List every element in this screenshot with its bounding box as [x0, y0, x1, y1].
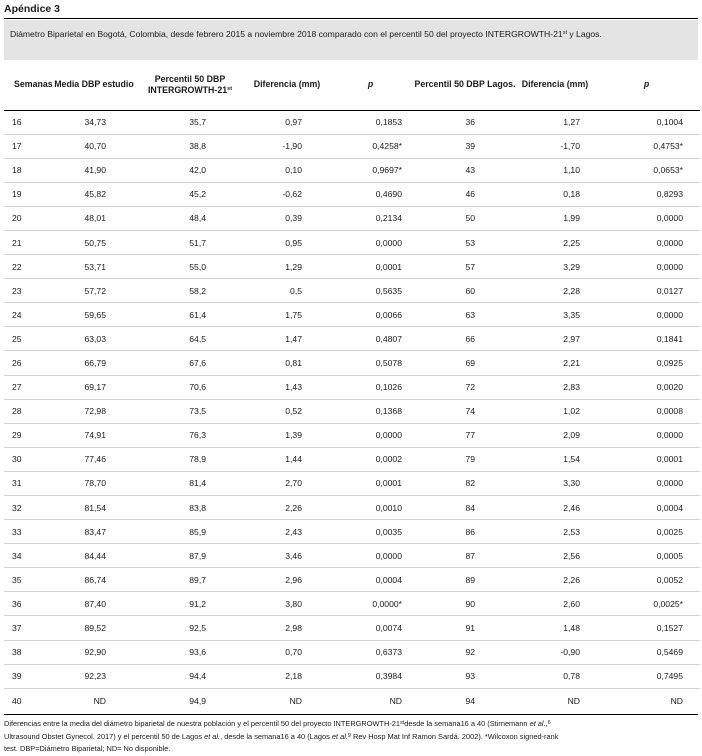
cell-percentil-lagos: 50 — [413, 206, 517, 230]
cell-percentil-intergrowth: 51,7 — [134, 230, 246, 254]
cell-p-value-1: 0,0066 — [328, 303, 413, 327]
cell-percentil-lagos: 94 — [465, 695, 475, 706]
cell-percentil-lagos: 74 — [413, 399, 517, 423]
table-row — [4, 375, 700, 399]
cell-percentil-intergrowth: 45,2 — [134, 182, 246, 206]
bottom-rule — [4, 714, 698, 715]
cell-media-dbp: 72,98 — [54, 399, 134, 423]
cell-p-value-1: 0,1853 — [328, 110, 413, 134]
cell-semana: 31 — [4, 471, 54, 495]
cell-p-value-1: 0,1026 — [328, 375, 413, 399]
cell-percentil-lagos: 87 — [413, 544, 517, 568]
cell-diferencia-1: 1,44 — [246, 447, 328, 471]
table-row — [4, 640, 700, 664]
cell-p-value-1: 0,4690 — [328, 182, 413, 206]
cell-p-value-2: 0,0025* — [593, 592, 700, 616]
cell-p-value-1: 0,0004 — [328, 568, 413, 592]
cell-p-value-2: 0,5469 — [593, 640, 700, 664]
cell-p-value-2: 0,8293 — [593, 182, 700, 206]
table-row — [4, 447, 700, 471]
cell-percentil-intergrowth: 35,7 — [134, 110, 246, 134]
cell-media-dbp: 59,65 — [54, 303, 134, 327]
cell-diferencia-1: 1,75 — [246, 303, 328, 327]
table-row — [4, 616, 700, 640]
cell-diferencia-2: 1,10 — [517, 158, 593, 182]
cell-percentil-lagos: 39 — [413, 134, 517, 158]
cell-semana: 25 — [4, 327, 54, 351]
cell-p-value-2: 0,0052 — [593, 568, 700, 592]
cell-diferencia-2: 1,99 — [517, 206, 593, 230]
footnote-text: Rev Hosp Mat Inf Ramon Sardá. 2002). *Wilcoxon signed-rank — [350, 731, 559, 741]
cell-semana: 27 — [4, 375, 54, 399]
cell-p-value-2: ND — [670, 695, 683, 706]
cell-p-value-2: 0,7495 — [593, 664, 700, 688]
cell-media-dbp: 63,03 — [54, 327, 134, 351]
cell-p-value-2: 0,4753* — [593, 134, 700, 158]
cell-percentil-intergrowth: 92,5 — [134, 616, 246, 640]
cell-diferencia-1: 1,47 — [246, 327, 328, 351]
cell-media-dbp: 34,73 — [54, 110, 134, 134]
cell-diferencia-2: 1,02 — [517, 399, 593, 423]
cell-semana: 35 — [4, 568, 54, 592]
cell-semana: 28 — [4, 399, 54, 423]
cell-media-dbp: 86,74 — [54, 568, 134, 592]
cell-diferencia-1: -0,62 — [246, 182, 328, 206]
cell-percentil-lagos: 72 — [413, 375, 517, 399]
cell-media-dbp: 81,54 — [54, 496, 134, 520]
table-row — [4, 230, 700, 254]
cell-percentil-lagos: 89 — [413, 568, 517, 592]
table-caption — [10, 28, 694, 41]
table-row — [4, 182, 700, 206]
cell-semana: 33 — [4, 520, 54, 544]
cell-semana: 19 — [4, 182, 54, 206]
cell-p-value-2: 0,0020 — [593, 375, 700, 399]
footnote-sup: st — [400, 720, 405, 726]
cell-p-value-1: 0,0000* — [328, 592, 413, 616]
header-row — [4, 60, 700, 110]
cell-diferencia-2: 2,28 — [517, 279, 593, 303]
cell-media-dbp: 83,47 — [54, 520, 134, 544]
cell-diferencia-2: 1,54 — [517, 447, 593, 471]
cell-percentil-lagos: 84 — [413, 496, 517, 520]
cell-media-dbp: 69,17 — [54, 375, 134, 399]
cell-p-value-2: 0,1004 — [593, 110, 700, 134]
cell-p-value-2: 0,0653* — [593, 158, 700, 182]
cell-diferencia-1: ND — [289, 695, 302, 706]
cell-diferencia-1: 1,39 — [246, 423, 328, 447]
cell-diferencia-1: 0,10 — [246, 158, 328, 182]
cell-media-dbp: 92,23 — [54, 664, 134, 688]
cell-percentil-lagos: 66 — [413, 327, 517, 351]
cell-p-value-1: 0,1368 — [328, 399, 413, 423]
cell-semana: 22 — [4, 255, 54, 279]
cell-media-dbp: 77,46 — [54, 447, 134, 471]
cell-p-value-1: 0,4258* — [328, 134, 413, 158]
cell-media-dbp: ND — [93, 695, 106, 706]
table-row — [4, 399, 700, 423]
cell-semana: 17 — [4, 134, 54, 158]
table-row — [4, 592, 700, 616]
footnote-text: test. DBP=Diámetro Biparietal; ND= No disponible. — [4, 744, 171, 753]
cell-percentil-intergrowth: 81,4 — [134, 471, 246, 495]
cell-percentil-lagos: 36 — [413, 110, 517, 134]
cell-percentil-intergrowth: 73,5 — [134, 399, 246, 423]
cell-percentil-intergrowth: 93,6 — [134, 640, 246, 664]
header-percentil-line2: INTERGROWTH-21 — [147, 84, 228, 95]
cell-media-dbp: 89,52 — [54, 616, 134, 640]
header-p-2: p — [593, 60, 700, 110]
cell-diferencia-2: 2,56 — [517, 544, 593, 568]
table-row — [4, 158, 700, 182]
cell-p-value-1: 0,4807 — [328, 327, 413, 351]
cell-media-dbp: 45,82 — [54, 182, 134, 206]
cell-semana: 21 — [4, 230, 54, 254]
footnote-text: Diferencias entre la media del diámetro biparietal de nuestra población y el percentil 50 del proyecto INTERGROWTH-21 — [4, 719, 400, 728]
cell-percentil-lagos: 79 — [413, 447, 517, 471]
table-row — [4, 496, 700, 520]
caption-box — [4, 20, 698, 60]
table-row — [4, 279, 700, 303]
cell-percentil-intergrowth: 83,8 — [134, 496, 246, 520]
caption-superscript: st — [562, 30, 567, 36]
cell-p-value-1: 0,0000 — [328, 544, 413, 568]
cell-p-value-2: 0,0000 — [593, 206, 700, 230]
footnote-text: desde la semana16 a 40 (Stirnemann — [404, 719, 530, 728]
footnote-etal: et al., — [529, 719, 548, 728]
cell-p-value-1: 0,0000 — [328, 230, 413, 254]
cell-semana: 18 — [4, 158, 54, 182]
table-row — [4, 688, 700, 712]
data-table — [4, 60, 700, 712]
cell-media-dbp: 53,71 — [54, 255, 134, 279]
cell-diferencia-1: 0,52 — [246, 399, 328, 423]
cell-percentil-intergrowth: 61,4 — [134, 303, 246, 327]
cell-p-value-1: 0,5635 — [328, 279, 413, 303]
cell-p-value-1: 0,9697* — [328, 158, 413, 182]
cell-semana: 39 — [4, 664, 54, 688]
header-p-1: p — [328, 60, 413, 110]
cell-p-value-1: 0,5078 — [328, 351, 413, 375]
cell-percentil-lagos: 46 — [413, 182, 517, 206]
table-row — [4, 471, 700, 495]
table-row — [4, 303, 700, 327]
cell-percentil-intergrowth: 94,4 — [134, 664, 246, 688]
table-row — [4, 255, 700, 279]
cell-diferencia-2: 0,78 — [517, 664, 593, 688]
cell-diferencia-2: 2,46 — [517, 496, 593, 520]
cell-percentil-intergrowth: 87,9 — [134, 544, 246, 568]
header-percentil-lagos: Percentil 50 DBP Lagos. — [413, 60, 517, 110]
cell-diferencia-1: 2,43 — [246, 520, 328, 544]
cell-diferencia-1: -1,90 — [246, 134, 328, 158]
footnote-sup: 9 — [347, 732, 351, 739]
cell-p-value-2: 0,0127 — [593, 279, 700, 303]
cell-semana: 23 — [4, 279, 54, 303]
cell-semana: 32 — [4, 496, 54, 520]
cell-p-value-1: 0,0010 — [328, 496, 413, 520]
cell-p-value-2: 0,0925 — [593, 351, 700, 375]
cell-percentil-intergrowth: 89,7 — [134, 568, 246, 592]
table-row — [4, 568, 700, 592]
cell-percentil-lagos: 57 — [413, 255, 517, 279]
header-semanas: Semanas — [4, 60, 54, 110]
cell-p-value-1: 0,0002 — [328, 447, 413, 471]
cell-p-value-1: 0,0074 — [328, 616, 413, 640]
cell-diferencia-1: 0,70 — [246, 640, 328, 664]
cell-p-value-1: 0,2134 — [328, 206, 413, 230]
cell-p-value-2: 0,0001 — [593, 447, 700, 471]
cell-semana: 38 — [4, 640, 54, 664]
cell-diferencia-2: 2,60 — [517, 592, 593, 616]
cell-p-value-2: 0,0004 — [593, 496, 700, 520]
cell-percentil-lagos: 90 — [413, 592, 517, 616]
cell-diferencia-1: 0,5 — [246, 279, 328, 303]
header-media-dbp: Media DBP estudio — [54, 60, 134, 110]
cell-diferencia-2: 2,53 — [517, 520, 593, 544]
cell-diferencia-1: 0,39 — [246, 206, 328, 230]
cell-diferencia-1: 2,26 — [246, 496, 328, 520]
cell-p-value-1: 0,6373 — [328, 640, 413, 664]
cell-p-value-1: 0,3984 — [328, 664, 413, 688]
cell-media-dbp: 87,40 — [54, 592, 134, 616]
cell-percentil-lagos: 43 — [413, 158, 517, 182]
cell-percentil-intergrowth: 67,6 — [134, 351, 246, 375]
cell-semana: 34 — [4, 544, 54, 568]
cell-media-dbp: 41,90 — [54, 158, 134, 182]
cell-percentil-lagos: 77 — [413, 423, 517, 447]
table-row — [4, 110, 700, 134]
cell-p-value-2: 0,0000 — [593, 303, 700, 327]
cell-p-value-2: 0,0000 — [593, 423, 700, 447]
cell-semana: 24 — [4, 303, 54, 327]
cell-diferencia-1: 2,70 — [246, 471, 328, 495]
cell-diferencia-2: 2,26 — [517, 568, 593, 592]
caption-text-end: y Lagos. — [566, 29, 602, 39]
cell-media-dbp: 66,79 — [54, 351, 134, 375]
cell-media-dbp: 78,70 — [54, 471, 134, 495]
cell-diferencia-2: 3,30 — [517, 471, 593, 495]
table-footnote — [4, 718, 698, 756]
cell-media-dbp: 50,75 — [54, 230, 134, 254]
table-row — [4, 664, 700, 688]
cell-media-dbp: 40,70 — [54, 134, 134, 158]
cell-diferencia-1: 2,98 — [246, 616, 328, 640]
table-row — [4, 327, 700, 351]
cell-media-dbp: 92,90 — [54, 640, 134, 664]
cell-semana: 30 — [4, 447, 54, 471]
cell-percentil-intergrowth: 78,9 — [134, 447, 246, 471]
cell-diferencia-1: 1,43 — [246, 375, 328, 399]
appendix-heading: Apéndice 3 — [4, 3, 698, 19]
cell-p-value-1: 0,0001 — [328, 471, 413, 495]
cell-percentil-intergrowth: 91,2 — [134, 592, 246, 616]
cell-p-value-2: 0,1841 — [593, 327, 700, 351]
cell-diferencia-2: 1,48 — [517, 616, 593, 640]
cell-p-value-1: 0,0000 — [328, 423, 413, 447]
cell-semana: 20 — [4, 206, 54, 230]
cell-diferencia-1: 2,18 — [246, 664, 328, 688]
table-row — [4, 544, 700, 568]
cell-diferencia-1: 2,96 — [246, 568, 328, 592]
cell-diferencia-1: 1,29 — [246, 255, 328, 279]
cell-diferencia-2: 2,21 — [517, 351, 593, 375]
footnote-etal: et al. — [204, 731, 221, 741]
table-row — [4, 351, 700, 375]
cell-percentil-lagos: 60 — [413, 279, 517, 303]
cell-percentil-lagos: 53 — [413, 230, 517, 254]
cell-p-value-2: 0,0000 — [593, 471, 700, 495]
cell-percentil-lagos: 92 — [413, 640, 517, 664]
cell-diferencia-2: 0,18 — [517, 182, 593, 206]
cell-diferencia-1: 0,97 — [246, 110, 328, 134]
cell-semana: 37 — [4, 616, 54, 640]
cell-semana: 16 — [4, 110, 54, 134]
header-percentil-line1: Percentil 50 DBP — [154, 73, 226, 84]
cell-percentil-lagos: 93 — [413, 664, 517, 688]
cell-media-dbp: 84,44 — [54, 544, 134, 568]
footnote-text: , desde la semana16 a 40 (Lagos — [220, 731, 332, 741]
cell-diferencia-2: -0,90 — [517, 640, 593, 664]
cell-diferencia-2: 1,27 — [517, 110, 593, 134]
cell-diferencia-2: 2,97 — [517, 327, 593, 351]
cell-semana: 26 — [4, 351, 54, 375]
header-percentil-intergrowth — [134, 60, 246, 110]
table-body — [4, 110, 700, 712]
cell-diferencia-1: 3,80 — [246, 592, 328, 616]
cell-diferencia-2: ND — [567, 695, 580, 706]
footnote-sup: 6 — [547, 720, 551, 726]
cell-percentil-intergrowth: 48,4 — [134, 206, 246, 230]
cell-p-value-2: 0,0008 — [593, 399, 700, 423]
cell-media-dbp: 74,91 — [54, 423, 134, 447]
cell-diferencia-2: 3,35 — [517, 303, 593, 327]
header-diferencia-2: Diferencia (mm) — [517, 60, 593, 110]
footnote-etal: et al. — [331, 731, 348, 741]
cell-percentil-intergrowth: 58,2 — [134, 279, 246, 303]
cell-percentil-intergrowth: 38,8 — [134, 134, 246, 158]
cell-diferencia-2: 2,09 — [517, 423, 593, 447]
cell-percentil-lagos: 86 — [413, 520, 517, 544]
cell-p-value-1: 0,0001 — [328, 255, 413, 279]
table-row — [4, 134, 700, 158]
cell-p-value-1: ND — [389, 695, 402, 706]
cell-diferencia-1: 0,81 — [246, 351, 328, 375]
cell-percentil-lagos: 82 — [413, 471, 517, 495]
cell-p-value-2: 0,0005 — [593, 544, 700, 568]
cell-percentil-intergrowth: 55,0 — [134, 255, 246, 279]
cell-p-value-1: 0,0035 — [328, 520, 413, 544]
cell-percentil-lagos: 63 — [413, 303, 517, 327]
cell-percentil-lagos: 69 — [413, 351, 517, 375]
cell-percentil-intergrowth: 94,9 — [189, 695, 206, 706]
footnote-text: Ultrasound Obstet Gynecol. 2017) y el percentil 50 de Lagos — [4, 731, 205, 741]
cell-diferencia-1: 3,46 — [246, 544, 328, 568]
cell-diferencia-2: 3,29 — [517, 255, 593, 279]
cell-percentil-intergrowth: 42,0 — [134, 158, 246, 182]
cell-diferencia-1: 0,95 — [246, 230, 328, 254]
cell-semana: 36 — [4, 592, 54, 616]
cell-diferencia-2: 2,25 — [517, 230, 593, 254]
cell-diferencia-2: 2,83 — [517, 375, 593, 399]
caption-text: Diámetro Biparietal en Bogotá, Colombia, desde febrero 2015 a noviembre 2018 comparado con el percentil 50 del proyecto INTERGROWTH-21 — [10, 29, 563, 39]
header-percentil-sup: st — [227, 85, 233, 92]
cell-p-value-2: 0,1527 — [593, 616, 700, 640]
cell-percentil-lagos: 91 — [413, 616, 517, 640]
cell-p-value-2: 0,0025 — [593, 520, 700, 544]
cell-percentil-intergrowth: 70,6 — [134, 375, 246, 399]
table-row — [4, 206, 700, 230]
cell-percentil-intergrowth: 85,9 — [134, 520, 246, 544]
cell-p-value-2: 0,0000 — [593, 255, 700, 279]
table-row — [4, 520, 700, 544]
cell-percentil-intergrowth: 76,3 — [134, 423, 246, 447]
header-diferencia-1: Diferencia (mm) — [246, 60, 328, 110]
cell-semana: 29 — [4, 423, 54, 447]
cell-diferencia-2: -1,70 — [517, 134, 593, 158]
cell-media-dbp: 48,01 — [54, 206, 134, 230]
cell-semana: 40 — [12, 695, 22, 706]
table-row — [4, 423, 700, 447]
cell-percentil-intergrowth: 64,5 — [134, 327, 246, 351]
cell-media-dbp: 57,72 — [54, 279, 134, 303]
cell-p-value-2: 0,0000 — [593, 230, 700, 254]
